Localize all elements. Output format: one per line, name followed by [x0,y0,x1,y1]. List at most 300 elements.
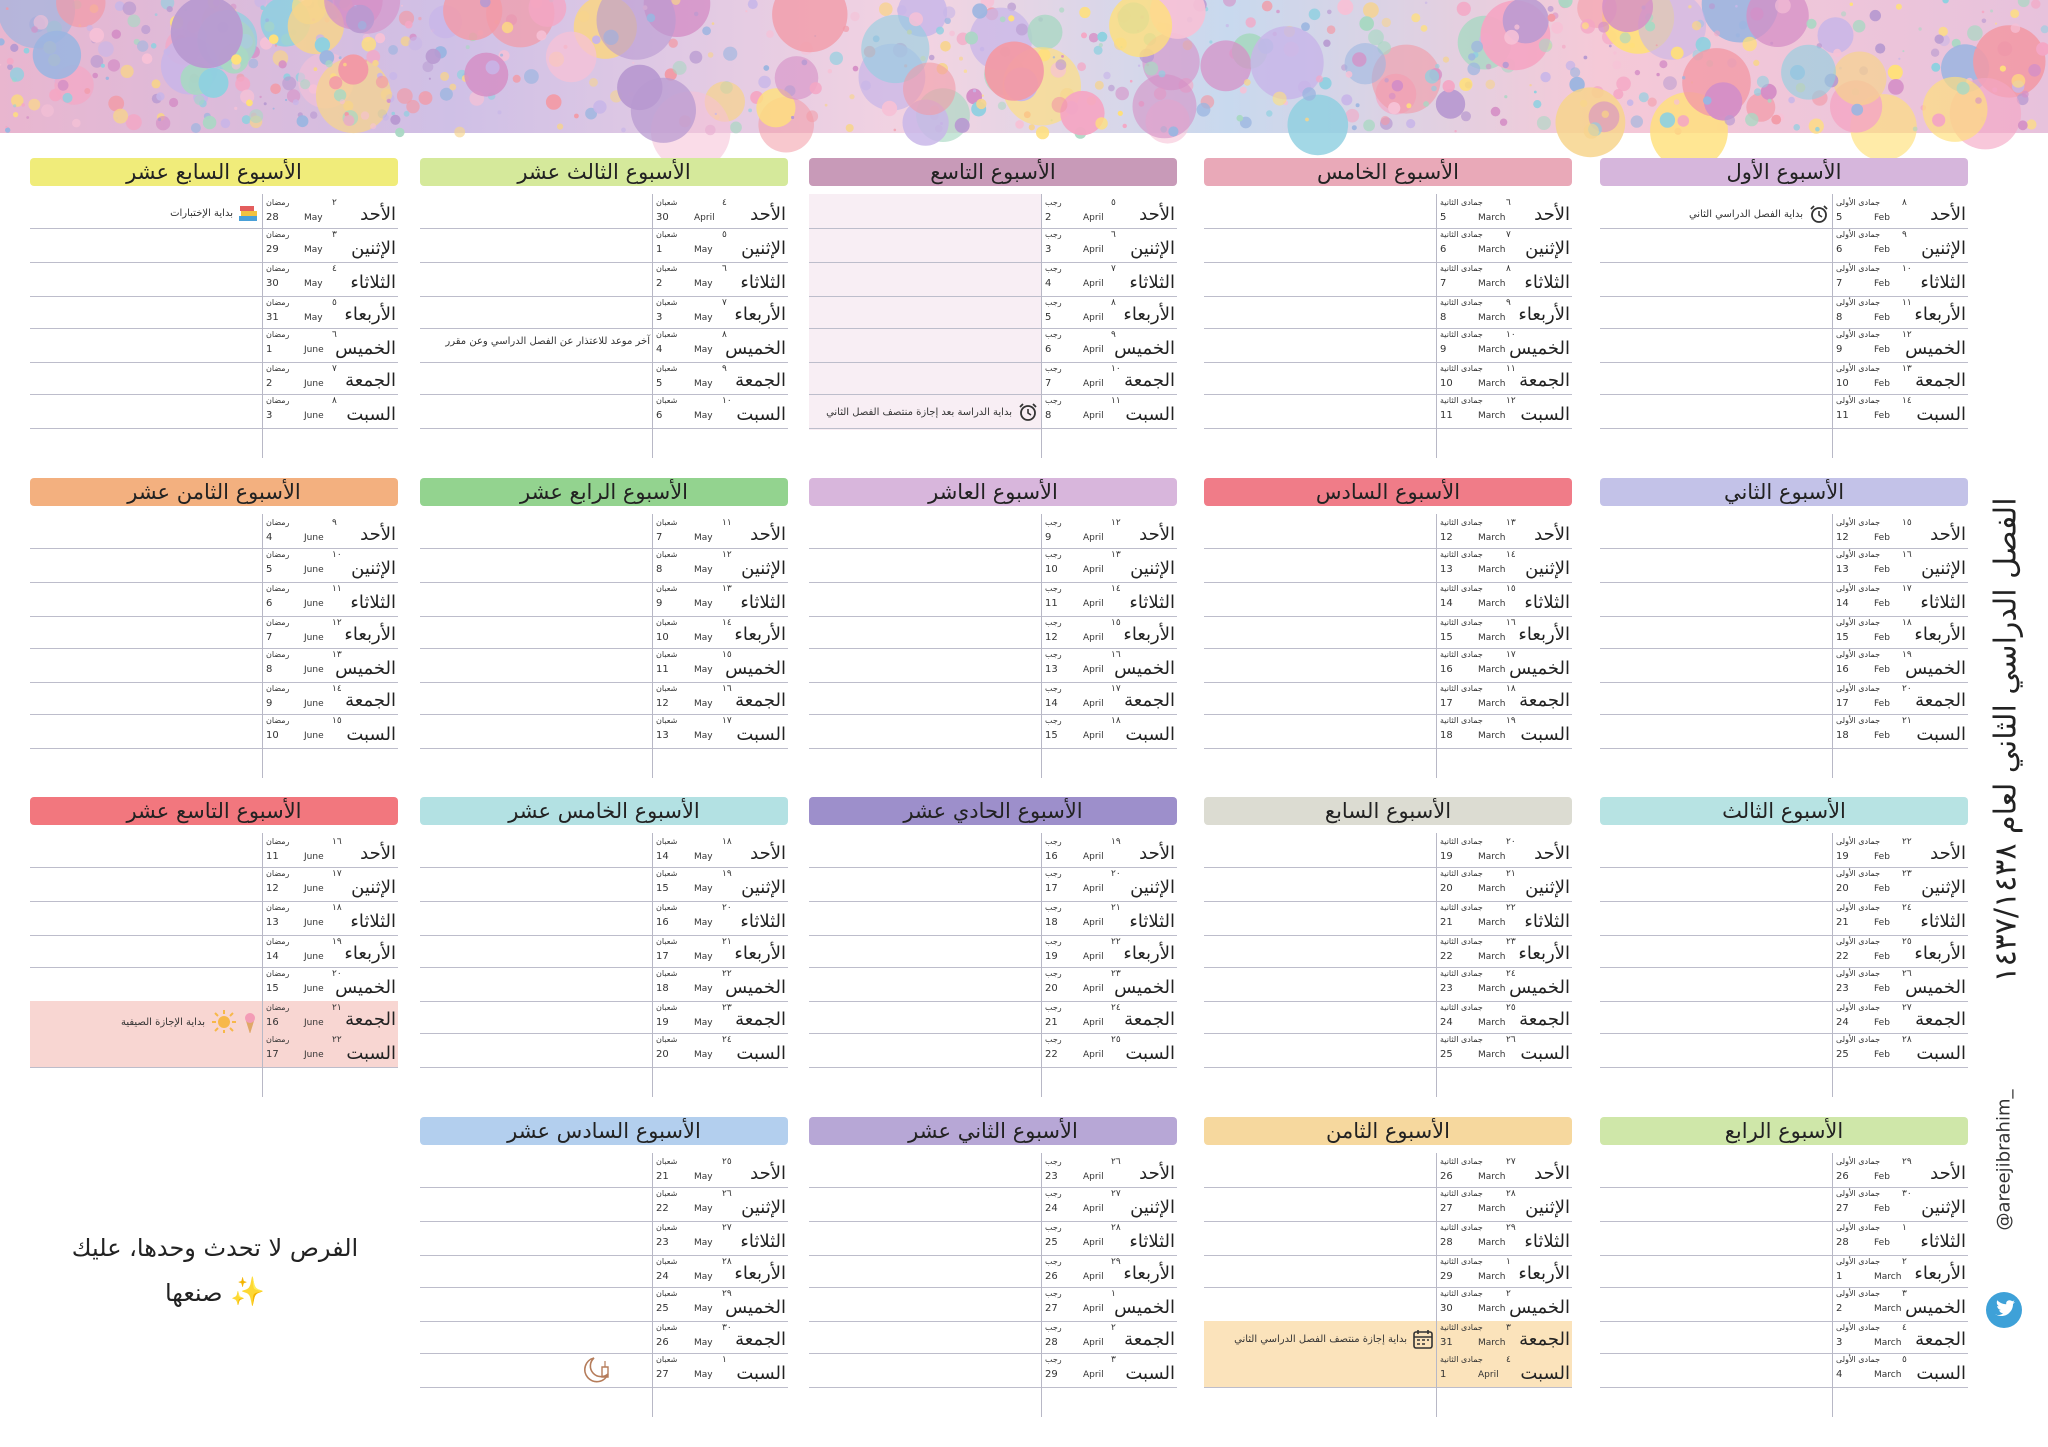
gregorian-day: 7 [1836,278,1843,289]
day-row[interactable] [420,1001,788,1034]
gregorian-month: May [304,213,323,223]
gregorian-day: 22 [1836,951,1849,962]
paint-splash [408,37,422,51]
paint-splash [1598,22,1609,33]
day-row[interactable] [1600,616,1968,649]
day-name: الخميس [1905,658,1966,679]
hijri-day: ١٦ [1506,618,1516,628]
paint-splash [1454,130,1456,132]
week-title: الأسبوع الخامس عشر [420,797,788,825]
day-row[interactable] [420,328,788,363]
gregorian-month: Feb [1874,245,1890,255]
paint-splash [1918,27,1921,30]
day-row[interactable] [1204,1321,1572,1354]
hijri-day: ٢٢ [1111,937,1121,947]
week-title: الأسبوع السابع عشر [30,158,398,186]
day-row[interactable] [1600,296,1968,329]
gregorian-day: 11 [1045,598,1058,609]
day-row[interactable] [1600,967,1968,1002]
hijri-day: ٣ [332,230,337,240]
day-row[interactable] [1204,867,1572,902]
gregorian-month: April [1083,1204,1104,1214]
paint-splash [234,107,237,110]
day-row[interactable] [1600,196,1968,229]
day-row[interactable] [809,901,1177,936]
hijri-day: ١٣ [722,584,732,594]
paint-splash [775,56,819,100]
day-row[interactable] [1600,901,1968,936]
paint-splash [1309,9,1321,21]
day-row[interactable] [30,835,398,868]
day-row[interactable] [1204,296,1572,329]
day-row[interactable] [809,867,1177,902]
day-row[interactable] [420,1321,788,1354]
day-row[interactable] [30,616,398,649]
gregorian-day: 27 [1440,1203,1453,1214]
day-row[interactable] [30,901,398,936]
day-row[interactable] [420,867,788,902]
paint-splash [1688,5,1691,8]
day-row[interactable] [420,196,788,229]
gregorian-month: June [304,731,324,741]
day-row[interactable] [420,582,788,617]
hijri-month: جمادى الأولى [1836,1189,1881,1198]
hijri-month: شعبان [656,1289,678,1298]
day-row[interactable] [1600,714,1968,749]
gregorian-month: April [1083,699,1104,709]
paint-splash [273,108,275,110]
paint-splash [1461,111,1471,121]
paint-splash [13,104,16,107]
gregorian-day: 18 [1045,917,1058,928]
day-row[interactable] [809,362,1177,395]
day-row[interactable] [420,516,788,549]
day-name: الجمعة [1519,370,1570,391]
paint-splash [1562,45,1566,49]
splatter-art [0,0,2048,133]
day-name: الجمعة [735,370,786,391]
paint-splash [578,11,589,22]
day-row[interactable] [809,835,1177,868]
paint-splash [389,72,397,80]
day-row[interactable] [420,296,788,329]
day-row[interactable] [809,1155,1177,1188]
day-row[interactable] [809,582,1177,617]
paint-splash [2022,91,2029,98]
paint-splash [254,0,266,7]
hijri-day: ٢١ [722,937,732,947]
paint-splash [1425,69,1439,83]
week-title: الأسبوع السابع [1204,797,1572,825]
paint-splash [249,109,263,123]
paint-splash [158,118,161,121]
day-row[interactable] [1600,1187,1968,1222]
day-name: الجمعة [345,370,396,391]
day-row[interactable] [30,394,398,429]
day-name: السبت [1520,724,1570,745]
hijri-month: شعبان [656,364,678,373]
hijri-month: رجب [1045,264,1062,273]
gregorian-day: 23 [1440,983,1453,994]
gregorian-day: 15 [266,983,279,994]
hijri-day: ٩ [1506,298,1511,308]
paint-splash [631,78,696,143]
day-row[interactable] [809,1255,1177,1288]
paint-splash [1537,116,1551,130]
hijri-day: ١١ [332,584,342,594]
day-row[interactable] [1204,1353,1572,1388]
paint-splash [1491,107,1501,117]
day-name: الأحد [1534,204,1570,225]
paint-splash [1584,56,1588,60]
day-row[interactable] [420,362,788,395]
day-row[interactable] [1204,967,1572,1002]
day-row[interactable] [809,648,1177,683]
gregorian-day: 21 [1440,917,1453,928]
hijri-month: شعبان [656,903,678,912]
day-row[interactable] [809,296,1177,329]
gregorian-day: 5 [1045,312,1052,323]
day-row[interactable] [420,648,788,683]
day-row[interactable] [1600,867,1968,902]
day-row[interactable] [1204,362,1572,395]
day-row[interactable] [809,548,1177,583]
day-row[interactable] [30,682,398,715]
day-row[interactable] [1204,835,1572,868]
paint-splash [387,99,391,103]
paint-splash [231,54,241,64]
week-card [809,797,1177,1097]
paint-splash [199,68,229,98]
day-row[interactable] [420,1353,788,1388]
day-row[interactable] [1600,362,1968,395]
day-row[interactable] [1600,1155,1968,1188]
hijri-month: رجب [1045,1323,1062,1332]
quote-line-1: الفرص لا تحدث وحدها، عليك [71,1234,359,1262]
week-card [420,797,788,1097]
gregorian-day: 13 [1045,664,1058,675]
day-row[interactable] [809,616,1177,649]
gregorian-month: June [304,884,324,894]
day-row[interactable] [420,228,788,263]
day-row[interactable] [1600,1321,1968,1354]
week-title: الأسبوع الثاني عشر [809,1117,1177,1145]
day-row[interactable] [420,262,788,297]
hijri-day: ٩ [1111,330,1116,340]
gregorian-month: Feb [1874,699,1890,709]
day-row[interactable] [420,967,788,1002]
paint-splash [264,21,274,31]
day-row[interactable] [1600,548,1968,583]
paint-splash [723,47,737,61]
gregorian-day: 8 [656,564,663,575]
day-row[interactable] [1600,682,1968,715]
day-row[interactable] [1204,548,1572,583]
sun-icecream-icon [210,1009,260,1035]
paint-splash [1443,80,1455,92]
hijri-month: شعبان [656,869,678,878]
day-row[interactable] [1204,394,1572,429]
day-row[interactable] [809,682,1177,715]
day-row[interactable] [809,228,1177,263]
paint-splash [1015,120,1024,129]
day-row[interactable] [420,1155,788,1188]
day-row[interactable] [1600,1287,1968,1322]
column-divider [1436,833,1437,1097]
gregorian-month: April [1083,633,1104,643]
paint-splash [113,109,128,124]
day-row[interactable] [1600,1001,1968,1034]
gregorian-month: April [1083,852,1104,862]
day-row[interactable] [1600,1255,1968,1288]
paint-splash [1115,87,1129,101]
gregorian-day: 14 [1836,598,1849,609]
paint-splash [1870,10,1881,21]
day-row[interactable] [420,901,788,936]
gregorian-month: June [304,599,324,609]
day-row[interactable] [1204,262,1572,297]
day-row[interactable] [809,1221,1177,1256]
gregorian-month: May [694,565,713,575]
paint-splash [1627,99,1634,106]
day-row[interactable] [1204,1155,1572,1188]
day-row[interactable] [420,835,788,868]
day-row[interactable] [809,1321,1177,1354]
day-row[interactable] [30,516,398,549]
hijri-day: ٢ [332,198,337,208]
gregorian-day: 23 [1836,983,1849,994]
gregorian-day: 7 [1045,378,1052,389]
day-row[interactable] [1600,835,1968,868]
paint-splash [339,56,342,59]
hijri-month: شعبان [656,1035,678,1044]
gregorian-day: 19 [1440,851,1453,862]
day-row[interactable] [809,1287,1177,1322]
gregorian-day: 20 [1440,883,1453,894]
hijri-day: ٣ [1506,1323,1511,1333]
day-row[interactable] [1600,582,1968,617]
day-row[interactable] [420,1187,788,1222]
day-row[interactable] [1600,1033,1968,1068]
day-row[interactable] [1204,1221,1572,1256]
day-row[interactable] [420,394,788,429]
week-title: الأسبوع السادس عشر [420,1117,788,1145]
day-row[interactable] [1204,1187,1572,1222]
day-row[interactable] [809,935,1177,968]
gregorian-month: May [694,313,713,323]
day-row[interactable] [1600,228,1968,263]
paint-splash [1503,62,1509,68]
paint-splash [440,72,449,81]
gregorian-month: Feb [1874,565,1890,575]
hijri-month: جمادى الثانية [1440,396,1483,405]
day-row[interactable] [1204,516,1572,549]
paint-splash [141,25,150,34]
day-name: الأحد [1139,204,1175,225]
day-name: الخميس [1509,338,1570,359]
day-row[interactable] [809,1001,1177,1034]
paint-splash [28,99,40,111]
day-row[interactable] [809,1033,1177,1068]
day-row[interactable] [809,1353,1177,1388]
day-row[interactable] [1600,328,1968,363]
day-row[interactable] [1204,228,1572,263]
twitter-handle[interactable] [1982,1040,2026,1330]
day-name: الخميس [1905,1297,1966,1318]
paint-splash [998,102,1006,110]
day-row[interactable] [30,328,398,363]
week-title: الأسبوع الحادي عشر [809,797,1177,825]
hijri-month: رجب [1045,1289,1062,1298]
paint-splash [1504,30,1519,45]
week-card [420,478,788,778]
day-row[interactable] [420,616,788,649]
day-row[interactable] [30,648,398,683]
day-row[interactable] [30,714,398,749]
day-row[interactable] [1204,1001,1572,1034]
day-row[interactable] [1204,648,1572,683]
hijri-month: رجب [1045,969,1062,978]
day-row[interactable] [1204,682,1572,715]
paint-splash [1735,5,1738,8]
day-row[interactable] [30,262,398,297]
day-row[interactable] [1600,648,1968,683]
paint-splash [270,84,281,95]
day-name: الجمعة [1124,1329,1175,1350]
gregorian-month: April [694,213,715,223]
week-card [809,478,1177,778]
day-row[interactable] [809,196,1177,229]
day-name: الجمعة [735,690,786,711]
hijri-month: رمضان [266,396,290,405]
paint-splash [1913,127,1918,132]
day-row[interactable] [1600,1221,1968,1256]
day-row[interactable] [420,682,788,715]
day-row[interactable] [30,1001,398,1034]
paint-splash [1201,40,1252,91]
gregorian-day: 4 [1045,278,1052,289]
hijri-month: جمادى الثانية [1440,298,1483,307]
day-name: الأربعاء [1518,1263,1570,1284]
day-name: الجمعة [1124,690,1175,711]
hijri-day: ٢٦ [1111,1157,1121,1167]
day-row[interactable] [809,1187,1177,1222]
paint-splash [1352,125,1357,130]
hijri-day: ٨ [1902,198,1907,208]
hijri-day: ١ [1111,1289,1116,1299]
hijri-month: رجب [1045,330,1062,339]
paint-splash [1703,96,1712,105]
day-row[interactable] [30,362,398,395]
gregorian-day: 16 [1045,851,1058,862]
day-name: الثلاثاء [1920,1231,1966,1252]
hijri-month: جمادى الثانية [1440,1289,1483,1298]
day-row[interactable] [809,394,1177,429]
hijri-month: جمادى الثانية [1440,650,1483,659]
day-name: الثلاثاء [1524,1231,1570,1252]
paint-splash [418,17,421,20]
day-row[interactable] [30,196,398,229]
day-row[interactable] [420,714,788,749]
day-name: الإثنين [1921,238,1966,259]
day-row[interactable] [1204,1287,1572,1322]
hijri-day: ٨ [332,396,337,406]
day-row[interactable] [420,1287,788,1322]
paint-splash [1931,49,1939,57]
day-row[interactable] [1204,935,1572,968]
day-row[interactable] [420,1221,788,1256]
hijri-month: جمادى الأولى [1836,716,1881,725]
paint-splash [2031,0,2040,9]
day-row[interactable] [1204,582,1572,617]
day-row[interactable] [1204,196,1572,229]
day-row[interactable] [30,867,398,902]
gregorian-month: June [304,633,324,643]
day-name: السبت [1916,724,1966,745]
day-row[interactable] [420,548,788,583]
paint-splash [1327,10,1332,15]
paint-splash [1459,78,1472,91]
day-name: الثلاثاء [1129,592,1175,613]
day-row[interactable] [1204,714,1572,749]
day-row[interactable] [30,1033,398,1068]
day-row[interactable] [1204,328,1572,363]
day-row[interactable] [420,935,788,968]
day-row[interactable] [1204,901,1572,936]
paint-splash [1099,43,1103,47]
day-row[interactable] [1204,1255,1572,1288]
gregorian-day: 14 [1045,698,1058,709]
paint-splash [702,26,711,35]
day-row[interactable] [30,935,398,968]
gregorian-month: Feb [1874,345,1890,355]
day-row[interactable] [1600,516,1968,549]
day-row[interactable] [809,328,1177,363]
day-row[interactable] [1600,1353,1968,1388]
gregorian-day: 6 [266,598,273,609]
day-row[interactable] [809,516,1177,549]
hijri-month: جمادى الثانية [1440,937,1483,946]
hijri-day: ٢٩ [722,1289,732,1299]
day-row[interactable] [809,714,1177,749]
paint-splash [156,116,170,130]
day-row[interactable] [1600,262,1968,297]
gregorian-month: April [1083,918,1104,928]
day-row[interactable] [30,228,398,263]
day-row[interactable] [30,967,398,1002]
gregorian-month: April [1083,984,1104,994]
day-row[interactable] [30,582,398,617]
day-name: الأربعاء [1518,624,1570,645]
day-row[interactable] [1204,1033,1572,1068]
hijri-month: جمادى الأولى [1836,618,1881,627]
paint-splash [524,69,539,84]
paint-splash [401,5,403,7]
hijri-month: جمادى الأولى [1836,1257,1881,1266]
day-row[interactable] [1600,935,1968,968]
day-row[interactable] [1204,616,1572,649]
day-row[interactable] [420,1255,788,1288]
day-row[interactable] [30,296,398,329]
day-row[interactable] [1600,394,1968,429]
day-row[interactable] [809,967,1177,1002]
day-row[interactable] [30,548,398,583]
hijri-day: ١٨ [1902,618,1912,628]
gregorian-month: Feb [1874,279,1890,289]
day-row[interactable] [420,1033,788,1068]
day-row[interactable] [809,262,1177,297]
day-name: الثلاثاء [350,592,396,613]
